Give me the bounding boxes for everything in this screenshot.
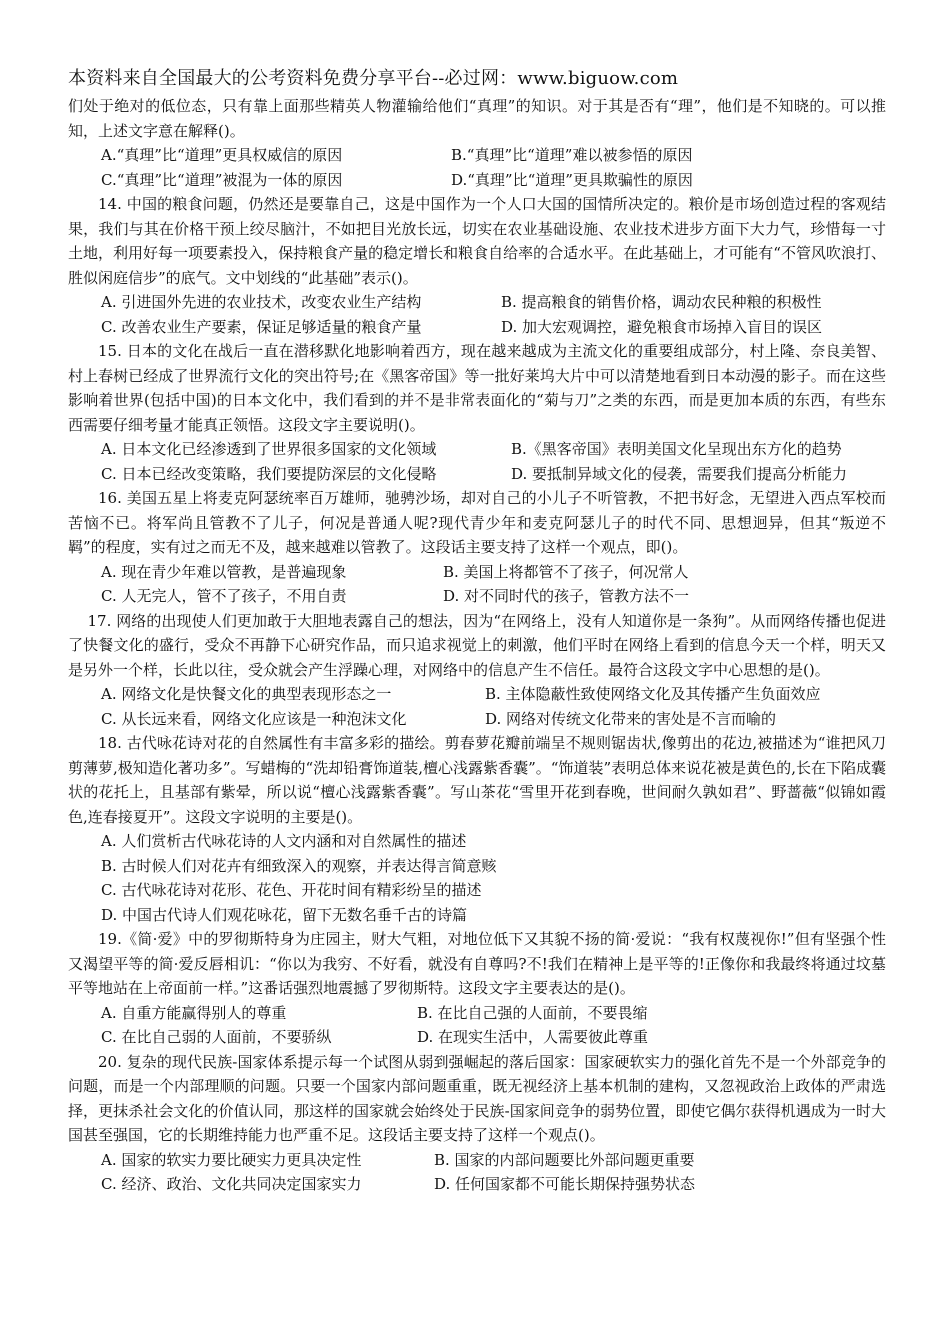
options-row [101, 1001, 886, 1026]
option-c: C. 改善农业生产要素，保证足够适量的粮食产量 [101, 317, 422, 336]
question-17-options [68, 682, 886, 731]
option-a: A. 人们赏析古代咏花诗的人文内涵和对自然属性的描述 [101, 832, 467, 850]
options-row [101, 315, 886, 340]
option-b: B. 古时候人们对花卉有细致深入的观察，并表达得言简意赅 [101, 856, 497, 875]
options-row [101, 437, 886, 462]
question-19-options [68, 1001, 886, 1050]
option-c: C. 人无完人，管不了孩子，不用自责 [101, 587, 347, 605]
option-a: A. 网络文化是快餐文化的典型表现形态之一 [101, 685, 392, 703]
option-b: B. 在比自己强的人面前，不要畏缩 [417, 1003, 648, 1022]
question-15-options [68, 437, 886, 486]
options-row [101, 290, 886, 315]
options-row [101, 584, 886, 609]
question-20-stem: 20. 复杂的现代民族-国家体系提示每一个试图从弱到强崛起的落后国家：国家硬软实力的强化首先不是一个外部竞争的问题，而是一个内部理顺的问题。只要一个国家内部问题重重，既无视经济上基本机制的建构，又忽视政治上政体的严肃选择，更抹杀社会文化的价值认同，那这样的国家就会始终处于民族-国家间竞争的弱势位置，即使它偶尔获得机遇成为一时大国甚至强国，它的长期维持能力也严重不足。这段话主要支持了这样一个观点()。 [68, 1052, 886, 1144]
question-13-options [68, 143, 886, 192]
question-18-stem: 18. 古代咏花诗对花的自然属性有丰富多彩的描绘。剪春萝花瓣前端呈不规则锯齿状,像剪出的花边,被描述为“谁把风刀剪薄萝,极知造化著功多”。写蜡梅的“洗却铅膏饰道装,檀心浅露紫香囊”。“饰道装”表明总体来说花被是黄色的,长在下陷成囊状的花托上，且基部有紫晕，所以说“檀心浅露紫香囊”。写山茶花“雪里开花到春晚，世间耐久孰如君”、野蔷薇“似锦如霞色,连春接夏开”。这段文字说明的主要是()。 [68, 734, 886, 826]
options-row [101, 707, 886, 732]
option-c: C. 古代咏花诗对花形、花色、开花时间有精彩纷呈的描述 [101, 881, 482, 899]
options-row [101, 682, 886, 707]
option-c: C.“真理”比“道理”被混为一体的原因 [101, 170, 343, 189]
option-d: D. 要抵制异域文化的侵袭，需要我们提高分析能力 [511, 464, 848, 483]
option-a: A. 日本文化已经渗透到了世界很多国家的文化领域 [101, 440, 437, 458]
options-row [101, 168, 886, 193]
question-17-stem: 17. 网络的出现使人们更加敢于大胆地表露自己的想法，因为“在网络上，没有人知道你是一条狗”。从而网络传播也促进了快餐文化的盛行，受众不再静下心研究作品，而只追求视觉上的刺激，他们平时在网络上看到的信息今天一个样，明天又是另外一个样，长此以往，受众就会产生浮躁心理，对网络中的信息产生不信任。最符合这段文字中心思想的是()。 [68, 611, 886, 679]
option-d: D. 任何国家都不可能长期保持强势状态 [434, 1175, 696, 1193]
options-row [101, 143, 886, 168]
option-a: A. 国家的软实力要比硬实力更具决定性 [101, 1150, 362, 1169]
question-16-options [68, 560, 886, 609]
options-row [101, 1172, 886, 1197]
option-b: B.《黑客帝国》表明美国文化呈现出东方化的趋势 [511, 440, 842, 458]
option-c: C. 经济、政治、文化共同决定国家实力 [101, 1175, 362, 1193]
question-14-stem: 14. 中国的粮食问题，仍然还是要靠自己，这是中国作为一个人口大国的国情所决定的。粮价是市场创造过程的客观结果，我们与其在价格干预上绞尽脑汁，不如把目光放长远，切实在农业基础设施、农业技术进步方面下大力气，珍惜每一寸土地，利用好每一项要素投入，保持粮食产量的稳定增长和粮食自给率的合适水平。在此基础上，才可能有“不管风吹浪打、胜似闲庭信步”的底气。文中划线的“此基础”表示()。 [68, 195, 886, 287]
option-b: B. 国家的内部问题要比外部问题更重要 [434, 1150, 695, 1169]
option-a: A. 引进国外先进的农业技术，改变农业生产结构 [101, 293, 422, 311]
question-15-stem: 15. 日本的文化在战后一直在潜移默化地影响着西方，现在越来越成为主流文化的重要组成部分，村上隆、奈良美智、村上春树已经成了世界流行文化的突出符号;在《黑客帝国》等一批好莱坞大片中可以清楚地看到日本动漫的影子。而在这些影响着世界(包括中国)的日本文化中，我们看到的并不是非常表面化的“菊与刀”之类的东西，而是更加本质的东西，有些东西需要仔细考量才能真正领悟。这段文字主要说明()。 [68, 342, 886, 434]
options-row [101, 462, 886, 487]
option-a: A.“真理”比“道理”更具权威信的原因 [101, 146, 343, 164]
option-d: D. 网络对传统文化带来的害处是不言而喻的 [485, 709, 777, 728]
question-19-stem: 19.《简·爱》中的罗彻斯特身为庄园主，财大气粗，对地位低下又其貌不扬的简·爱说：“我有权蔑视你!”但有坚强个性又渴望平等的简·爱反唇相讥：“你以为我穷、不好看，就没有自尊吗?不!我们在精神上是平等的!正像你和我最终将通过坟墓平等地站在上帝面前一样。”这番话强烈地震撼了罗彻斯特。这段文字主要表达的是()。 [68, 930, 886, 997]
option-a: A. 自重方能赢得别人的尊重 [101, 1003, 287, 1022]
question-14-options [68, 290, 886, 339]
document-page [68, 66, 886, 1197]
option-c: C. 从长远来看，网络文化应该是一种泡沫文化 [101, 709, 407, 728]
option-d: D. 中国古代诗人们观花咏花，留下无数名垂千古的诗篇 [101, 905, 468, 924]
option-b: B. 美国上将都管不了孩子，何况常人 [443, 562, 689, 581]
option-d: D.“真理”比“道理”更具欺骗性的原因 [451, 170, 693, 189]
question-18-options [68, 829, 886, 927]
page-header: 本资料来自全国最大的公考资料免费分享平台--必过网：www.biguow.com [68, 68, 679, 89]
option-d: D. 加大宏观调控，避免粮食市场掉入盲目的误区 [501, 317, 823, 336]
options-row [101, 1148, 886, 1173]
options-row [101, 560, 886, 585]
option-c: C. 在比自己弱的人面前，不要骄纵 [101, 1028, 332, 1046]
option-d: D. 对不同时代的孩子，管教方法不一 [443, 587, 690, 605]
option-b: B.“真理”比“道理”难以被参悟的原因 [451, 146, 693, 164]
option-a: A. 现在青少年难以管教，是普遍现象 [101, 562, 347, 581]
option-c: C. 日本已经改变策略，我们要提防深层的文化侵略 [101, 464, 437, 483]
option-b: B. 主体隐蔽性致使网络文化及其传播产生负面效应 [485, 685, 821, 703]
question-13-stem-continuation: 们处于绝对的低位态，只有靠上面那些精英人物灌输给他们“真理”的知识。对于其是否有“理”，他们是不知晓的。可以推知，上述文字意在解释()。 [68, 97, 886, 140]
options-row [101, 1025, 886, 1050]
question-16-stem: 16. 美国五星上将麦克阿瑟统率百万雄师，驰骋沙场，却对自己的小儿子不听管教，不把书好念，无望进入西点军校而苦恼不已。将军尚且管教不了儿子，何况是普通人呢?现代青少年和麦克阿瑟儿子的时代不同、思想迥异，但其“叛逆不羁”的程度，实有过之而无不及，越来越难以管教了。这段话主要支持了这样一个观点，即()。 [68, 489, 886, 556]
option-d: D. 在现实生活中，人需要彼此尊重 [417, 1028, 649, 1046]
option-b: B. 提高粮食的销售价格，调动农民种粮的积极性 [501, 293, 822, 311]
question-20-options [68, 1148, 886, 1197]
